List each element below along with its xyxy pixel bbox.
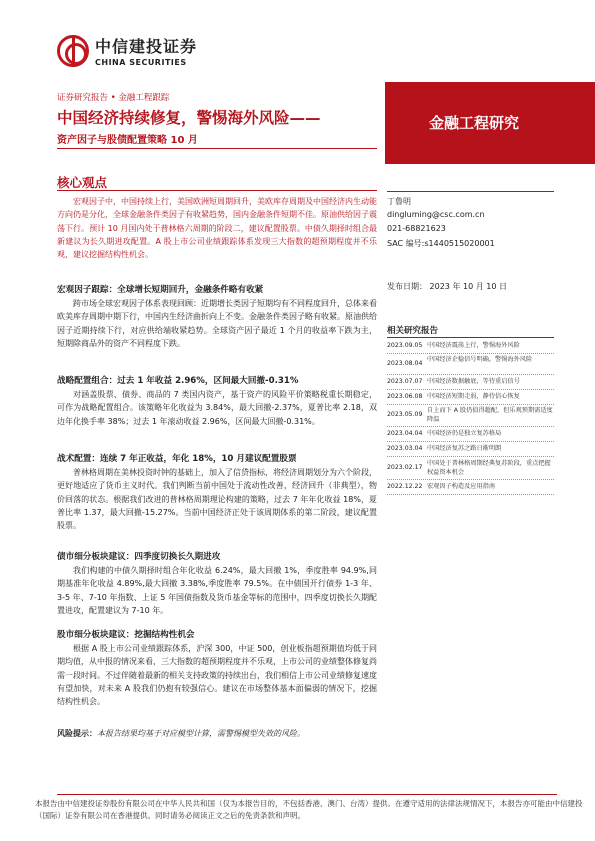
related-item[interactable] xyxy=(387,392,554,401)
section-body-macro: 跨市场全球宏观因子体系表现回顾：近期增长类因子短期均有不同程度回升，总体来看欧美库存周期中期下行，中国内生经济曲折向上不变。金融条件类因子略有收紧。原油供给因子近期持续下行，对应供给端收紧趋势。全球资产因子最近 1 个月的收益率下跌为主，短期除商品外的资产不同程度下跌。 xyxy=(57,299,377,348)
related-separator xyxy=(387,456,554,457)
section-heading-equity: 股市细分板块建议：挖掘结构性机会 xyxy=(57,630,195,640)
related-item[interactable] xyxy=(387,355,554,368)
author-name: 丁鲁明 xyxy=(387,197,411,206)
report-title: 中国经济持续修复，警惕海外风险—— xyxy=(57,109,321,127)
related-item-date: 2023.03.04 xyxy=(387,445,423,452)
company-logo xyxy=(57,34,197,67)
related-item[interactable] xyxy=(387,341,554,350)
related-separator xyxy=(387,374,554,375)
related-item[interactable] xyxy=(387,444,554,453)
related-item-title[interactable]: 中国经济数据触底，等待重启信号 xyxy=(427,378,520,385)
category-banner xyxy=(385,82,595,164)
related-item-title[interactable]: 中国处于普林格周期经典复苏阶段，重点把握权益资本机会 xyxy=(427,460,551,476)
risk-label: 风险提示： xyxy=(57,729,97,738)
author-email[interactable]: dingluming@csc.com.cn xyxy=(387,210,485,219)
logo-name-cn: 中信建投证券 xyxy=(95,37,198,56)
section-heading-tactical: 战术配置：连续 7 年正收益，年化 18%，10 月建议配置股票 xyxy=(57,454,297,464)
related-item[interactable] xyxy=(387,406,554,424)
footer-divider xyxy=(57,794,557,795)
logo-name-en: CHINA SECURITIES xyxy=(95,58,187,67)
related-item-title[interactable]: 中国经济短期走弱，静待信心恢复 xyxy=(427,393,520,400)
related-item-date: 2023.07.07 xyxy=(387,378,423,385)
related-divider xyxy=(387,337,554,338)
related-heading: 相关研究报告 xyxy=(387,326,439,336)
author-phone: 021-68821623 xyxy=(387,224,446,233)
risk-text: 本报告结果均基于对应模型计算，需警惕模型失效的风险。 xyxy=(97,729,305,738)
related-item-title[interactable]: 中国经济复苏之路日渐明朗 xyxy=(427,445,502,452)
related-item-title[interactable]: 中国经济企稳信号明确，警惕海外风险 xyxy=(427,356,533,363)
related-item-date: 2023.05.09 xyxy=(387,411,423,418)
related-item-title[interactable]: 自上而下 A 股仍值得超配，但乐观预期需适度降温 xyxy=(427,407,553,423)
related-item-date: 2023.04.04 xyxy=(387,430,423,437)
summary-divider xyxy=(57,190,377,191)
section-body-strategic: 对涵盖股票、债券、商品的 7 类国内资产，基于资产的风险平价策略税重长期稳定，可作为战略配置组合。该策略年化收益为 3.84%，最大回撤-2.37%，夏普比率 2.18，双边年化换手率 38%；过去 1 年滚动收益 2.96%，区间最大回撤-0.31%。 xyxy=(57,390,377,426)
related-item-date: 2023.06.08 xyxy=(387,393,423,400)
related-item-title[interactable]: 中国经济仍是独立复苏格局 xyxy=(427,430,502,437)
banner-label: 金融工程研究 xyxy=(429,114,520,132)
related-item-title[interactable]: 宏观因子构造及应用指南 xyxy=(427,483,496,490)
related-item[interactable] xyxy=(387,459,554,477)
report-subtitle: 资产因子与股债配置策略 10 月 xyxy=(57,135,198,146)
related-item[interactable] xyxy=(387,377,554,386)
section-body-equity: 根据 A 股上市公司业绩跟踪体系，沪深 300，中证 500，创业板指超预期值均低于同期均值，从中报的情况来看，三大指数的超预期程度并不乐观，上市公司的业绩整体修复尚需一段时间。不过伴随着最新的相关支持政策的持续出台，我们相信上市公司业绩修复速度有望加快，对未来 A 股我们仍抱有较强信心。建议在市场整体基本面偏弱的情况下，挖掘结构性机会。 xyxy=(57,644,377,707)
related-item-title[interactable]: 中国经济震荡上行，警惕海外风险 xyxy=(427,342,520,349)
publish-date: 发布日期： 2023 年 10 月 10 日 xyxy=(387,282,507,291)
logo-emblem-icon xyxy=(57,35,89,67)
related-separator xyxy=(387,389,554,390)
related-separator xyxy=(387,426,554,427)
related-separator xyxy=(387,479,554,480)
section-heading-macro: 宏观因子跟踪：全球增长短期回升，金融条件略有收紧 xyxy=(57,285,264,295)
section-body-bond: 我们构建的中债久期择时组合年化收益 6.24%，最大回撤 1%，季度胜率 94.9%,同期基准年化收益 4.89%,最大回撤 3.38%,季度胜率 79.5%。在中债国开行债券 1-3 年、3-5 年、7-10 年指数、上证 5 年国债指数及货币基金等标的范围中，四季度切换长久期配置进攻，配置建议为 7-10 年。 xyxy=(57,566,377,615)
related-item-date: 2022.12.22 xyxy=(387,483,423,490)
related-item-date: 2023.02.17 xyxy=(387,464,423,471)
related-item-date: 2023.08.04 xyxy=(387,360,423,367)
related-item[interactable] xyxy=(387,482,554,491)
summary-intro: 宏观因子中，中国持续上行，美国欧洲短周期回升，美欧库存周期及中国经济内生动能方向仍是分化，全球金融条件类因子有收紧趋势，国内金融条件短期不佳。原油供给因子震荡下行。预计 10 月国内处于普林格六周期的阶段二，建议配置股票。中债久期择时组合最新建议为长久期进攻配置。A 股上市公司业绩跟踪体系发现三大指数的超预期程度并不乐观，建议挖掘结构性机会。 xyxy=(57,197,377,260)
related-separator xyxy=(387,494,554,495)
related-separator xyxy=(387,441,554,442)
risk-warning xyxy=(57,727,377,740)
title-divider xyxy=(57,148,377,149)
author-sac: SAC 编号:s1440515020001 xyxy=(387,239,495,248)
related-item-date: 2023.09.05 xyxy=(387,342,423,349)
breadcrumb: 证券研究报告 • 金融工程跟踪 xyxy=(57,93,170,103)
footer-disclaimer: 本报告由中信建投证券股份有限公司在中华人民共和国（仅为本报告目的，不包括香港、澳门、台湾）提供。在遵守适用的法律法规情况下，本报告亦可能由中信建投（国际）证券有限公司在香港提供。同时请务必阅读正文之后的免责条款和声明。 xyxy=(35,799,583,820)
related-separator xyxy=(387,353,554,354)
related-separator xyxy=(387,404,554,405)
summary-heading: 核心观点 xyxy=(57,175,108,190)
section-heading-bond: 债市细分板块建议：四季度切换长久期进攻 xyxy=(57,552,221,562)
related-item[interactable] xyxy=(387,429,554,438)
section-body-tactical: 普林格周期在美林投资时钟的基础上，加入了信贷指标，将经济周期划分为六个阶段，更好地适应了货币主义时代。我们判断当前中国处于流动性改善，经济回升（非典型），物价回落的状态。根据我们改进的普林格周期理论构建的策略，过去 7 年年化收益 18%，夏普比率 1.37，最大回撤-15.27%。当前中国经济正处于该周期体系的第二阶段，建议配置股票。 xyxy=(57,468,377,531)
author-divider xyxy=(387,191,554,192)
section-heading-strategic: 战略配置组合：过去 1 年收益 2.96%，区间最大回撤-0.31% xyxy=(57,376,299,386)
